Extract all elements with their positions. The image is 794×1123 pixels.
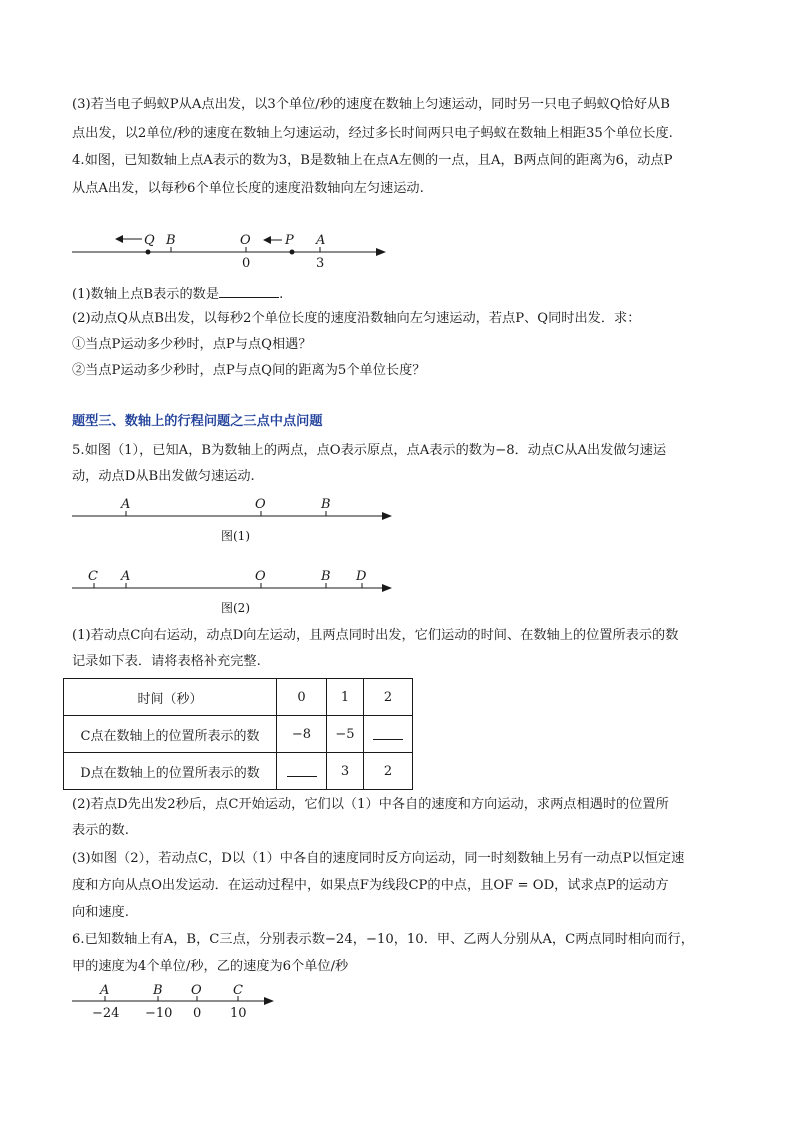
q5-line2: 动，动点D从B出发做匀速运动.	[72, 469, 255, 484]
q5-part3c: 向和速度.	[72, 905, 129, 920]
section-heading: 题型三、数轴上的行程问题之三点中点问题	[72, 414, 323, 429]
q6-label-c: C	[233, 983, 243, 998]
q4-label-q: Q	[144, 233, 155, 248]
table-cell: −5	[327, 716, 364, 753]
table-cell: 3	[327, 753, 364, 790]
q6-label-o: O	[191, 983, 202, 998]
q4-part2b: ②当点P运动多少秒时，点P与点Q间的距离为5个单位长度？	[72, 363, 426, 378]
q3-part3-line1: (3)若当电子蚂蚁P从A点出发，以3个单位/秒的速度在数轴上匀速运动，同时另一只电子蚂蚁Q恰好从B	[72, 97, 670, 112]
q5-table	[63, 678, 413, 790]
q6-tick-0: 0	[193, 1006, 202, 1021]
q5-part3b: 度和方向从点O出发运动．在运动过程中，如果点F为线段CP的中点，且OF = OD，试求点P的运动方	[72, 878, 669, 893]
q5-part2b: 表示的数.	[72, 823, 129, 838]
q6-tick-neg10: −10	[145, 1006, 173, 1021]
q4-part1-text: (1)数轴上点B表示的数是	[72, 287, 220, 302]
q5-figure2	[60, 564, 400, 624]
q4-part2: (2)动点Q从点B出发，以每秒2个单位长度的速度沿数轴向左匀速运动，若点P、Q同时出发．求：	[72, 311, 641, 326]
q4-label-p: P	[285, 233, 294, 248]
q4-part1	[72, 284, 283, 304]
table-row	[64, 753, 413, 790]
q6-label-a: A	[100, 983, 110, 998]
q6-number-line	[60, 983, 290, 1023]
fig1-label-a: A	[121, 497, 131, 512]
q4-label-a: A	[316, 233, 326, 248]
q4-line1: 4.如图，已知数轴上点A表示的数为3，B是数轴上在点A左侧的一点，且A，B两点间的距离为6，动点P	[72, 153, 673, 168]
fig2-caption: 图(2)	[221, 601, 250, 615]
q6-tick-10: 10	[230, 1006, 247, 1021]
answer-blank[interactable]	[373, 725, 403, 740]
q6-line2: 甲的速度为4个单位/秒，乙的速度为6个单位/秒	[72, 959, 349, 974]
q4-label-b: B	[166, 233, 176, 248]
q4-tick-3: 3	[316, 256, 325, 271]
table-cell-blank[interactable]	[277, 753, 327, 790]
fig1-label-o: O	[255, 497, 266, 512]
table-cell: −8	[277, 716, 327, 753]
fig2-label-c: C	[88, 569, 98, 584]
q5-line1: 5.如图（1），已知A，B为数轴上的两点，点O表示原点，点A表示的数为−8．动点C从A出发做匀速运	[72, 443, 667, 458]
q4-number-line	[60, 225, 400, 275]
q4-part1-end: .	[279, 287, 284, 302]
table-row	[64, 716, 413, 753]
q4-part1-blank[interactable]	[219, 284, 279, 298]
table-row	[64, 679, 413, 716]
fig2-label-o: O	[255, 569, 266, 584]
table-row-label-c: C点在数轴上的位置所表示的数	[64, 716, 277, 753]
q6-label-b: B	[153, 983, 163, 998]
q5-figure1	[60, 492, 400, 552]
fig1-label-b: B	[321, 497, 331, 512]
table-header-0: 0	[277, 679, 327, 716]
q5-part2a: (2)若点D先出发2秒后，点C开始运动，它们以（1）中各自的速度和方向运动，求两点相遇时的位置所	[72, 797, 669, 812]
table-header-2: 2	[364, 679, 413, 716]
fig1-caption: 图(1)	[221, 529, 250, 543]
table-header-time: 时间（秒）	[64, 679, 277, 716]
q5-part1a: (1)若动点C向右运动，动点D向左运动，且两点同时出发，它们运动的时间、在数轴上的位置所表示的数	[72, 628, 679, 643]
table-cell-blank[interactable]	[364, 716, 413, 753]
q6-tick-neg24: −24	[92, 1006, 120, 1021]
fig2-label-b: B	[321, 569, 331, 584]
table-cell: 2	[364, 753, 413, 790]
q4-part2a: ①当点P运动多少秒时，点P与点Q相遇？	[72, 337, 312, 352]
q4-label-o: O	[240, 233, 251, 248]
q4-line2: 从点A出发，以每秒6个单位长度的速度沿数轴向左匀速运动.	[72, 181, 424, 196]
table-header-1: 1	[327, 679, 364, 716]
q5-part3a: (3)如图（2），若动点C，D以（1）中各自的速度同时反方向运动，同一时刻数轴上另有一动点P以恒定速	[72, 851, 685, 866]
q6-line1: 6.已知数轴上有A，B，C三点，分别表示数−24，−10，10．甲、乙两人分别从A，C两点同时相向而行，	[72, 932, 694, 947]
q3-part3-line2: 点出发，以2单位/秒的速度在数轴上匀速运动，经过多长时间两只电子蚂蚁在数轴上相距35个单位长度.	[72, 126, 673, 141]
q4-tick-0: 0	[242, 256, 251, 271]
answer-blank[interactable]	[287, 762, 317, 777]
q4-point-p	[290, 250, 295, 255]
table-row-label-d: D点在数轴上的位置所表示的数	[64, 753, 277, 790]
q4-point-q	[146, 250, 151, 255]
fig2-label-d: D	[356, 569, 367, 584]
fig2-label-a: A	[121, 569, 131, 584]
q5-part1b: 记录如下表．请将表格补充完整.	[72, 654, 261, 669]
